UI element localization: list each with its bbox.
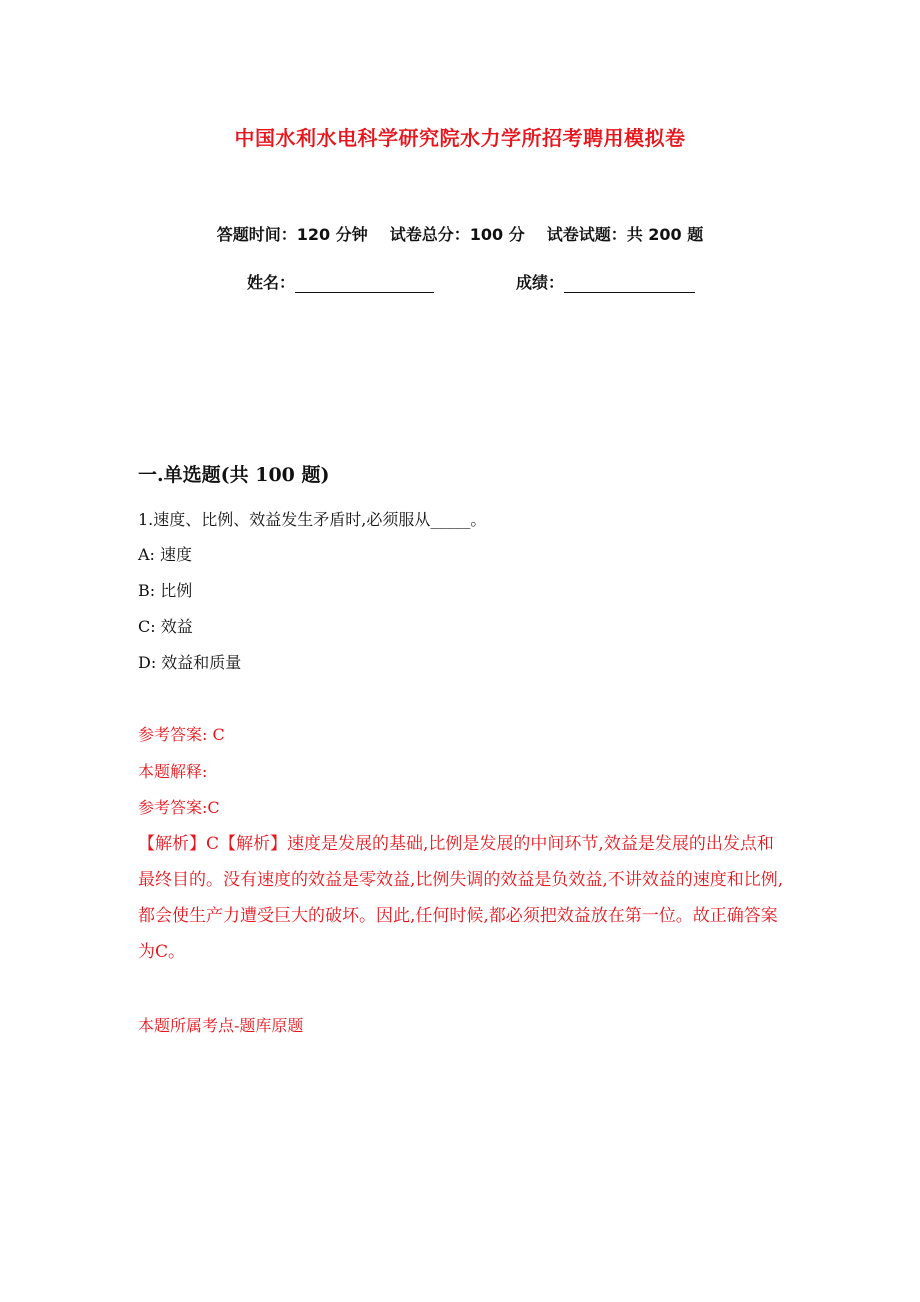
answer-analysis: 【解析】C【解析】速度是发展的基础,比例是发展的中间环节,效益是发展的出发点和最终目的。没有速度的效益是零效益,比例失调的效益是负效益,不讲效益的速度和比例,都会使生产力遭受巨大的破坏。因此,任何时候,都必须把效益放在第一位。故正确答案为C。	[138, 834, 784, 962]
option-c: C: 效益	[138, 617, 193, 636]
exam-title: 中国水利水电科学研究院水力学所招考聘用模拟卷	[234, 126, 686, 150]
name-blank	[295, 276, 434, 293]
name-field	[247, 270, 434, 293]
option-d: D: 效益和质量	[138, 653, 242, 672]
explanation-label: 本题解释:	[138, 762, 208, 781]
reference-answer: 参考答案: C	[138, 725, 225, 744]
question-count: 试卷试题：共 200 题	[546, 225, 704, 244]
score-label: 成绩：	[516, 273, 565, 292]
time-limit: 答题时间：120 分钟	[216, 225, 368, 244]
option-b: B: 比例	[138, 581, 193, 600]
total-score: 试卷总分：100 分	[389, 225, 525, 244]
section-heading: 一.单选题(共 100 题)	[138, 464, 330, 486]
exam-meta	[0, 222, 920, 245]
reference-answer-repeat: 参考答案:C	[138, 798, 220, 817]
question-text: 1.速度、比例、效益发生矛盾时,必须服从_____。	[138, 510, 487, 529]
score-field	[516, 270, 695, 293]
name-label: 姓名：	[247, 273, 296, 292]
option-a: A: 速度	[138, 545, 193, 564]
topic-note: 本题所属考点-题库原题	[138, 1016, 304, 1035]
score-blank	[564, 276, 695, 293]
